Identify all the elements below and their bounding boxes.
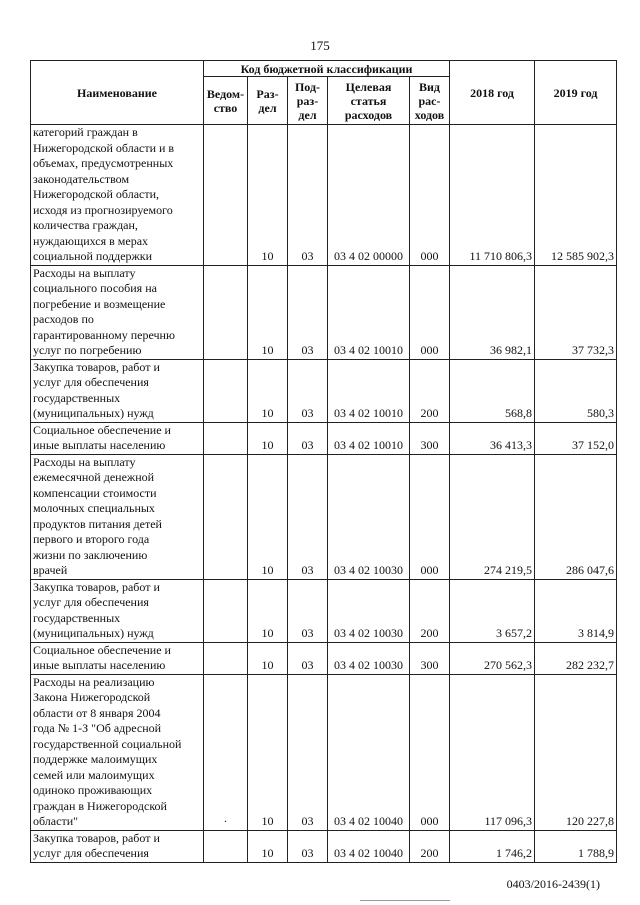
header-tselevaya-statya: Целевая статья расходов bbox=[328, 77, 410, 125]
row-vedomstvo bbox=[204, 830, 248, 862]
table-row bbox=[31, 454, 617, 579]
row-value-2018: 36 982,1 bbox=[450, 265, 535, 359]
row-razdel: 10 bbox=[248, 454, 288, 579]
row-vedomstvo bbox=[204, 642, 248, 674]
row-razdel: 10 bbox=[248, 265, 288, 359]
row-value-2019: 3 814,9 bbox=[535, 579, 617, 642]
row-podrazdel: 03 bbox=[288, 454, 328, 579]
row-name: Расходы на реализацию Закона Нижегородской области от 8 января 2004 года № 1-З "Об адресной государственной социальной поддержке малоимущих семей или малоимущих одиноко проживающих граждан в Нижегородской области" bbox=[31, 674, 204, 830]
table-row bbox=[31, 642, 617, 674]
header-name: Наименование bbox=[31, 61, 204, 125]
row-vid-raskhodov: 300 bbox=[410, 422, 450, 454]
table-row bbox=[31, 265, 617, 359]
row-vedomstvo bbox=[204, 265, 248, 359]
row-tselevaya-statya: 03 4 02 10030 bbox=[328, 579, 410, 642]
header-razdel: Раз- дел bbox=[248, 77, 288, 125]
row-value-2019: 12 585 902,3 bbox=[535, 125, 617, 266]
row-name: Закупка товаров, работ и услуг для обеспечения государственных (муниципальных) нужд bbox=[31, 579, 204, 642]
row-podrazdel: 03 bbox=[288, 422, 328, 454]
row-vid-raskhodov: 200 bbox=[410, 830, 450, 862]
row-value-2018: 270 562,3 bbox=[450, 642, 535, 674]
row-name: Расходы на выплату социального пособия на погребение и возмещение расходов по гарантированному перечню услуг по погребению bbox=[31, 265, 204, 359]
budget-table bbox=[30, 60, 617, 863]
row-razdel: 10 bbox=[248, 422, 288, 454]
row-value-2018: 3 657,2 bbox=[450, 579, 535, 642]
header-budget-code-group: Код бюджетной классификации bbox=[204, 61, 450, 77]
header-2018: 2018 год bbox=[450, 61, 535, 125]
row-name: Расходы на выплату ежемесячной денежной компенсации стоимости молочных специальных продуктов питания детей первого и второго года жизни по заключению врачей bbox=[31, 454, 204, 579]
row-razdel: 10 bbox=[248, 674, 288, 830]
row-vedomstvo bbox=[204, 359, 248, 422]
row-podrazdel: 03 bbox=[288, 125, 328, 266]
row-value-2018: 11 710 806,3 bbox=[450, 125, 535, 266]
row-value-2019: 286 047,6 bbox=[535, 454, 617, 579]
table-row bbox=[31, 579, 617, 642]
row-razdel: 10 bbox=[248, 579, 288, 642]
table-row bbox=[31, 125, 617, 266]
header-podrazdel: Под- раз- дел bbox=[288, 77, 328, 125]
row-vid-raskhodov: 200 bbox=[410, 579, 450, 642]
row-vedomstvo bbox=[204, 125, 248, 266]
row-vid-raskhodov: 000 bbox=[410, 265, 450, 359]
row-vedomstvo: · bbox=[204, 674, 248, 830]
row-name: Закупка товаров, работ и услуг для обеспечения bbox=[31, 830, 204, 862]
table-row bbox=[31, 674, 617, 830]
row-razdel: 10 bbox=[248, 642, 288, 674]
row-value-2018: 568,8 bbox=[450, 359, 535, 422]
row-value-2019: 1 788,9 bbox=[535, 830, 617, 862]
row-value-2018: 1 746,2 bbox=[450, 830, 535, 862]
row-value-2018: 36 413,3 bbox=[450, 422, 535, 454]
row-tselevaya-statya: 03 4 02 00000 bbox=[328, 125, 410, 266]
row-razdel: 10 bbox=[248, 830, 288, 862]
row-podrazdel: 03 bbox=[288, 359, 328, 422]
table-row bbox=[31, 830, 617, 862]
row-podrazdel: 03 bbox=[288, 642, 328, 674]
row-podrazdel: 03 bbox=[288, 579, 328, 642]
scan-artifact-line bbox=[360, 900, 450, 901]
row-vid-raskhodov: 300 bbox=[410, 642, 450, 674]
row-value-2019: 37 152,0 bbox=[535, 422, 617, 454]
row-vid-raskhodov: 000 bbox=[410, 454, 450, 579]
row-vid-raskhodov: 200 bbox=[410, 359, 450, 422]
row-tselevaya-statya: 03 4 02 10030 bbox=[328, 454, 410, 579]
row-name: Социальное обеспечение и иные выплаты населению bbox=[31, 422, 204, 454]
row-vid-raskhodov: 000 bbox=[410, 125, 450, 266]
row-value-2019: 37 732,3 bbox=[535, 265, 617, 359]
row-tselevaya-statya: 03 4 02 10030 bbox=[328, 642, 410, 674]
row-value-2018: 274 219,5 bbox=[450, 454, 535, 579]
row-podrazdel: 03 bbox=[288, 830, 328, 862]
row-name: категорий граждан в Нижегородской области и в объемах, предусмотренных законодательством Нижегородской области, исходя из прогнозируемого количества граждан, нуждающихся в мерах социальной поддержки bbox=[31, 125, 204, 266]
row-value-2019: 120 227,8 bbox=[535, 674, 617, 830]
row-vedomstvo bbox=[204, 579, 248, 642]
header-2019: 2019 год bbox=[535, 61, 617, 125]
header-vedomstvo: Ведом- ство bbox=[204, 77, 248, 125]
row-tselevaya-statya: 03 4 02 10010 bbox=[328, 422, 410, 454]
row-tselevaya-statya: 03 4 02 10040 bbox=[328, 830, 410, 862]
row-podrazdel: 03 bbox=[288, 265, 328, 359]
header-vid-raskhodov: Вид рас- ходов bbox=[410, 77, 450, 125]
row-value-2018: 117 096,3 bbox=[450, 674, 535, 830]
table-row bbox=[31, 422, 617, 454]
page-number: 175 bbox=[310, 38, 330, 53]
row-razdel: 10 bbox=[248, 359, 288, 422]
row-name: Закупка товаров, работ и услуг для обеспечения государственных (муниципальных) нужд bbox=[31, 359, 204, 422]
row-tselevaya-statya: 03 4 02 10010 bbox=[328, 265, 410, 359]
row-podrazdel: 03 bbox=[288, 674, 328, 830]
table-row bbox=[31, 359, 617, 422]
row-razdel: 10 bbox=[248, 125, 288, 266]
row-vedomstvo bbox=[204, 422, 248, 454]
row-value-2019: 282 232,7 bbox=[535, 642, 617, 674]
row-value-2019: 580,3 bbox=[535, 359, 617, 422]
row-vid-raskhodov: 000 bbox=[410, 674, 450, 830]
row-tselevaya-statya: 03 4 02 10010 bbox=[328, 359, 410, 422]
row-vedomstvo bbox=[204, 454, 248, 579]
row-name: Социальное обеспечение и иные выплаты населению bbox=[31, 642, 204, 674]
document-code: 0403/2016-2439(1) bbox=[506, 877, 600, 891]
row-tselevaya-statya: 03 4 02 10040 bbox=[328, 674, 410, 830]
